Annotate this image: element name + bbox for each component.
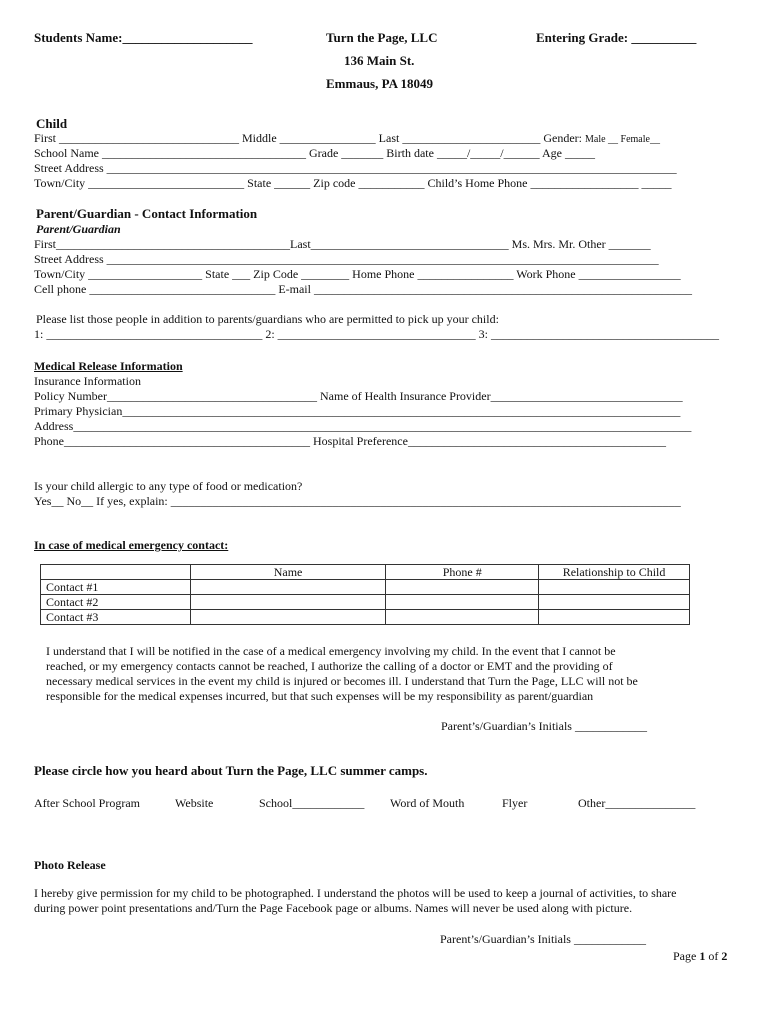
table-row [41, 580, 690, 595]
parent-cell-line[interactable]: Cell phone _______________________________ E-mail _______________________________________________________________ [34, 282, 692, 296]
photo-line: I hereby give permission for my child to be photographed. I understand the photos will be used to keep a journal of activities, to share [34, 886, 677, 900]
photo-initials-field[interactable]: Parent’s/Guardian’s Initials ____________ [440, 932, 646, 946]
statement-line: reached, or my emergency contacts cannot be reached, I authorize the calling of a doctor or EMT and the providing of [46, 659, 613, 673]
gender-options[interactable]: Male __ Female__ [584, 134, 660, 145]
medical-heading: Medical Release Information [34, 359, 183, 373]
address-line[interactable]: Address_______________________________________________________________________________________________________ [34, 419, 692, 433]
phone-line[interactable]: Phone_________________________________________ Hospital Preference___________________________________________ [34, 434, 666, 448]
option-school[interactable]: School____________ [259, 796, 365, 810]
company-city: Emmaus, PA 18049 [326, 76, 434, 91]
parent-heading: Parent/Guardian - Contact Information [36, 206, 258, 221]
page-total: 2 [721, 949, 728, 963]
child-street-line[interactable]: Street Address _______________________________________________________________________________________________ [34, 161, 677, 175]
table-header-row [41, 565, 690, 580]
contact-name-cell[interactable] [190, 610, 386, 625]
table-row [41, 595, 690, 610]
page-of: of [708, 949, 719, 963]
pickup-line[interactable]: 1: ____________________________________ 2: _________________________________ 3: ______________________________________ [34, 327, 720, 341]
contact-name-cell[interactable] [190, 580, 386, 595]
contact-label: Contact #3 [41, 610, 191, 625]
physician-line[interactable]: Primary Physician_____________________________________________________________________________________________ [34, 404, 681, 418]
page-prefix: Page [673, 949, 697, 963]
allergy-line[interactable]: Yes__ No__ If yes, explain: _____________________________________________________________________________________ [34, 494, 681, 508]
option-after-school[interactable]: After School Program [34, 796, 140, 810]
emergency-initials-field[interactable]: Parent’s/Guardian’s Initials ____________ [441, 719, 647, 733]
policy-line[interactable]: Policy Number___________________________________ Name of Health Insurance Provider________________________________ [34, 389, 683, 403]
option-other[interactable]: Other_______________ [578, 796, 696, 810]
table-row [41, 610, 690, 625]
child-heading: Child [36, 116, 68, 131]
contact-label: Contact #2 [41, 595, 191, 610]
contact-phone-cell[interactable] [386, 595, 539, 610]
parent-town-line[interactable]: Town/City ___________________ State ___ Zip Code ________ Home Phone ________________ Work Phone _________________ [34, 267, 681, 281]
column-header-phone: Phone # [386, 565, 539, 580]
contact-phone-cell[interactable] [386, 580, 539, 595]
parent-name-line[interactable]: First_______________________________________Last_________________________________ Ms. Mrs. Mr. Other _______ [34, 237, 651, 251]
column-header-relationship: Relationship to Child [539, 565, 690, 580]
statement-line: responsible for the medical expenses incurred, but that such expenses will be my responsibility as parent/guardian [46, 689, 594, 703]
entering-grade-field[interactable]: Entering Grade: __________ [536, 30, 697, 45]
option-flyer[interactable]: Flyer [502, 796, 528, 810]
contact-relationship-cell[interactable] [539, 595, 690, 610]
column-header-blank [41, 565, 191, 580]
contact-relationship-cell[interactable] [539, 610, 690, 625]
students-name-field[interactable]: Students Name:____________________ [34, 30, 253, 45]
photo-line: during power point presentations and/Turn the Page Facebook page or albums. Names will never be used along with picture. [34, 901, 633, 915]
contact-label: Contact #1 [41, 580, 191, 595]
page-number [673, 949, 727, 964]
parent-subheading: Parent/Guardian [36, 222, 121, 236]
emergency-heading: In case of medical emergency contact: [34, 538, 229, 552]
medical-statement [46, 644, 746, 704]
emergency-contacts-table [40, 564, 690, 625]
contact-phone-cell[interactable] [386, 610, 539, 625]
photo-heading: Photo Release [34, 858, 106, 872]
option-website[interactable]: Website [175, 796, 214, 810]
statement-line: necessary medical services in the event my child is injured or becomes ill. I understand that Turn the Page, LLC will not be [46, 674, 638, 688]
company-street: 136 Main St. [344, 53, 415, 68]
page-current: 1 [699, 949, 706, 963]
contact-name-cell[interactable] [190, 595, 386, 610]
pickup-prompt: Please list those people in addition to parents/guardians who are permitted to pick up your child: [36, 312, 499, 326]
child-name-fields[interactable]: First ______________________________ Middle ________________ Last _______________________ Gender: [34, 131, 582, 145]
contact-relationship-cell[interactable] [539, 580, 690, 595]
insurance-label: Insurance Information [34, 374, 141, 388]
option-word-of-mouth[interactable]: Word of Mouth [390, 796, 465, 810]
photo-statement [34, 886, 754, 916]
allergy-question: Is your child allergic to any type of food or medication? [34, 479, 303, 493]
child-name-line[interactable] [34, 131, 660, 147]
column-header-name: Name [190, 565, 386, 580]
child-school-line[interactable]: School Name __________________________________ Grade _______ Birth date _____/_____/______ Age _____ [34, 146, 595, 160]
company-name: Turn the Page, LLC [326, 30, 438, 45]
child-town-line[interactable]: Town/City __________________________ State ______ Zip code ___________ Child’s Home Phone __________________ _____ [34, 176, 672, 190]
statement-line: I understand that I will be notified in the case of a medical emergency involving my child. In the event that I cannot be [46, 644, 616, 658]
parent-street-line[interactable]: Street Address ____________________________________________________________________________________________ [34, 252, 659, 266]
survey-heading: Please circle how you heard about Turn the Page, LLC summer camps. [34, 763, 428, 778]
